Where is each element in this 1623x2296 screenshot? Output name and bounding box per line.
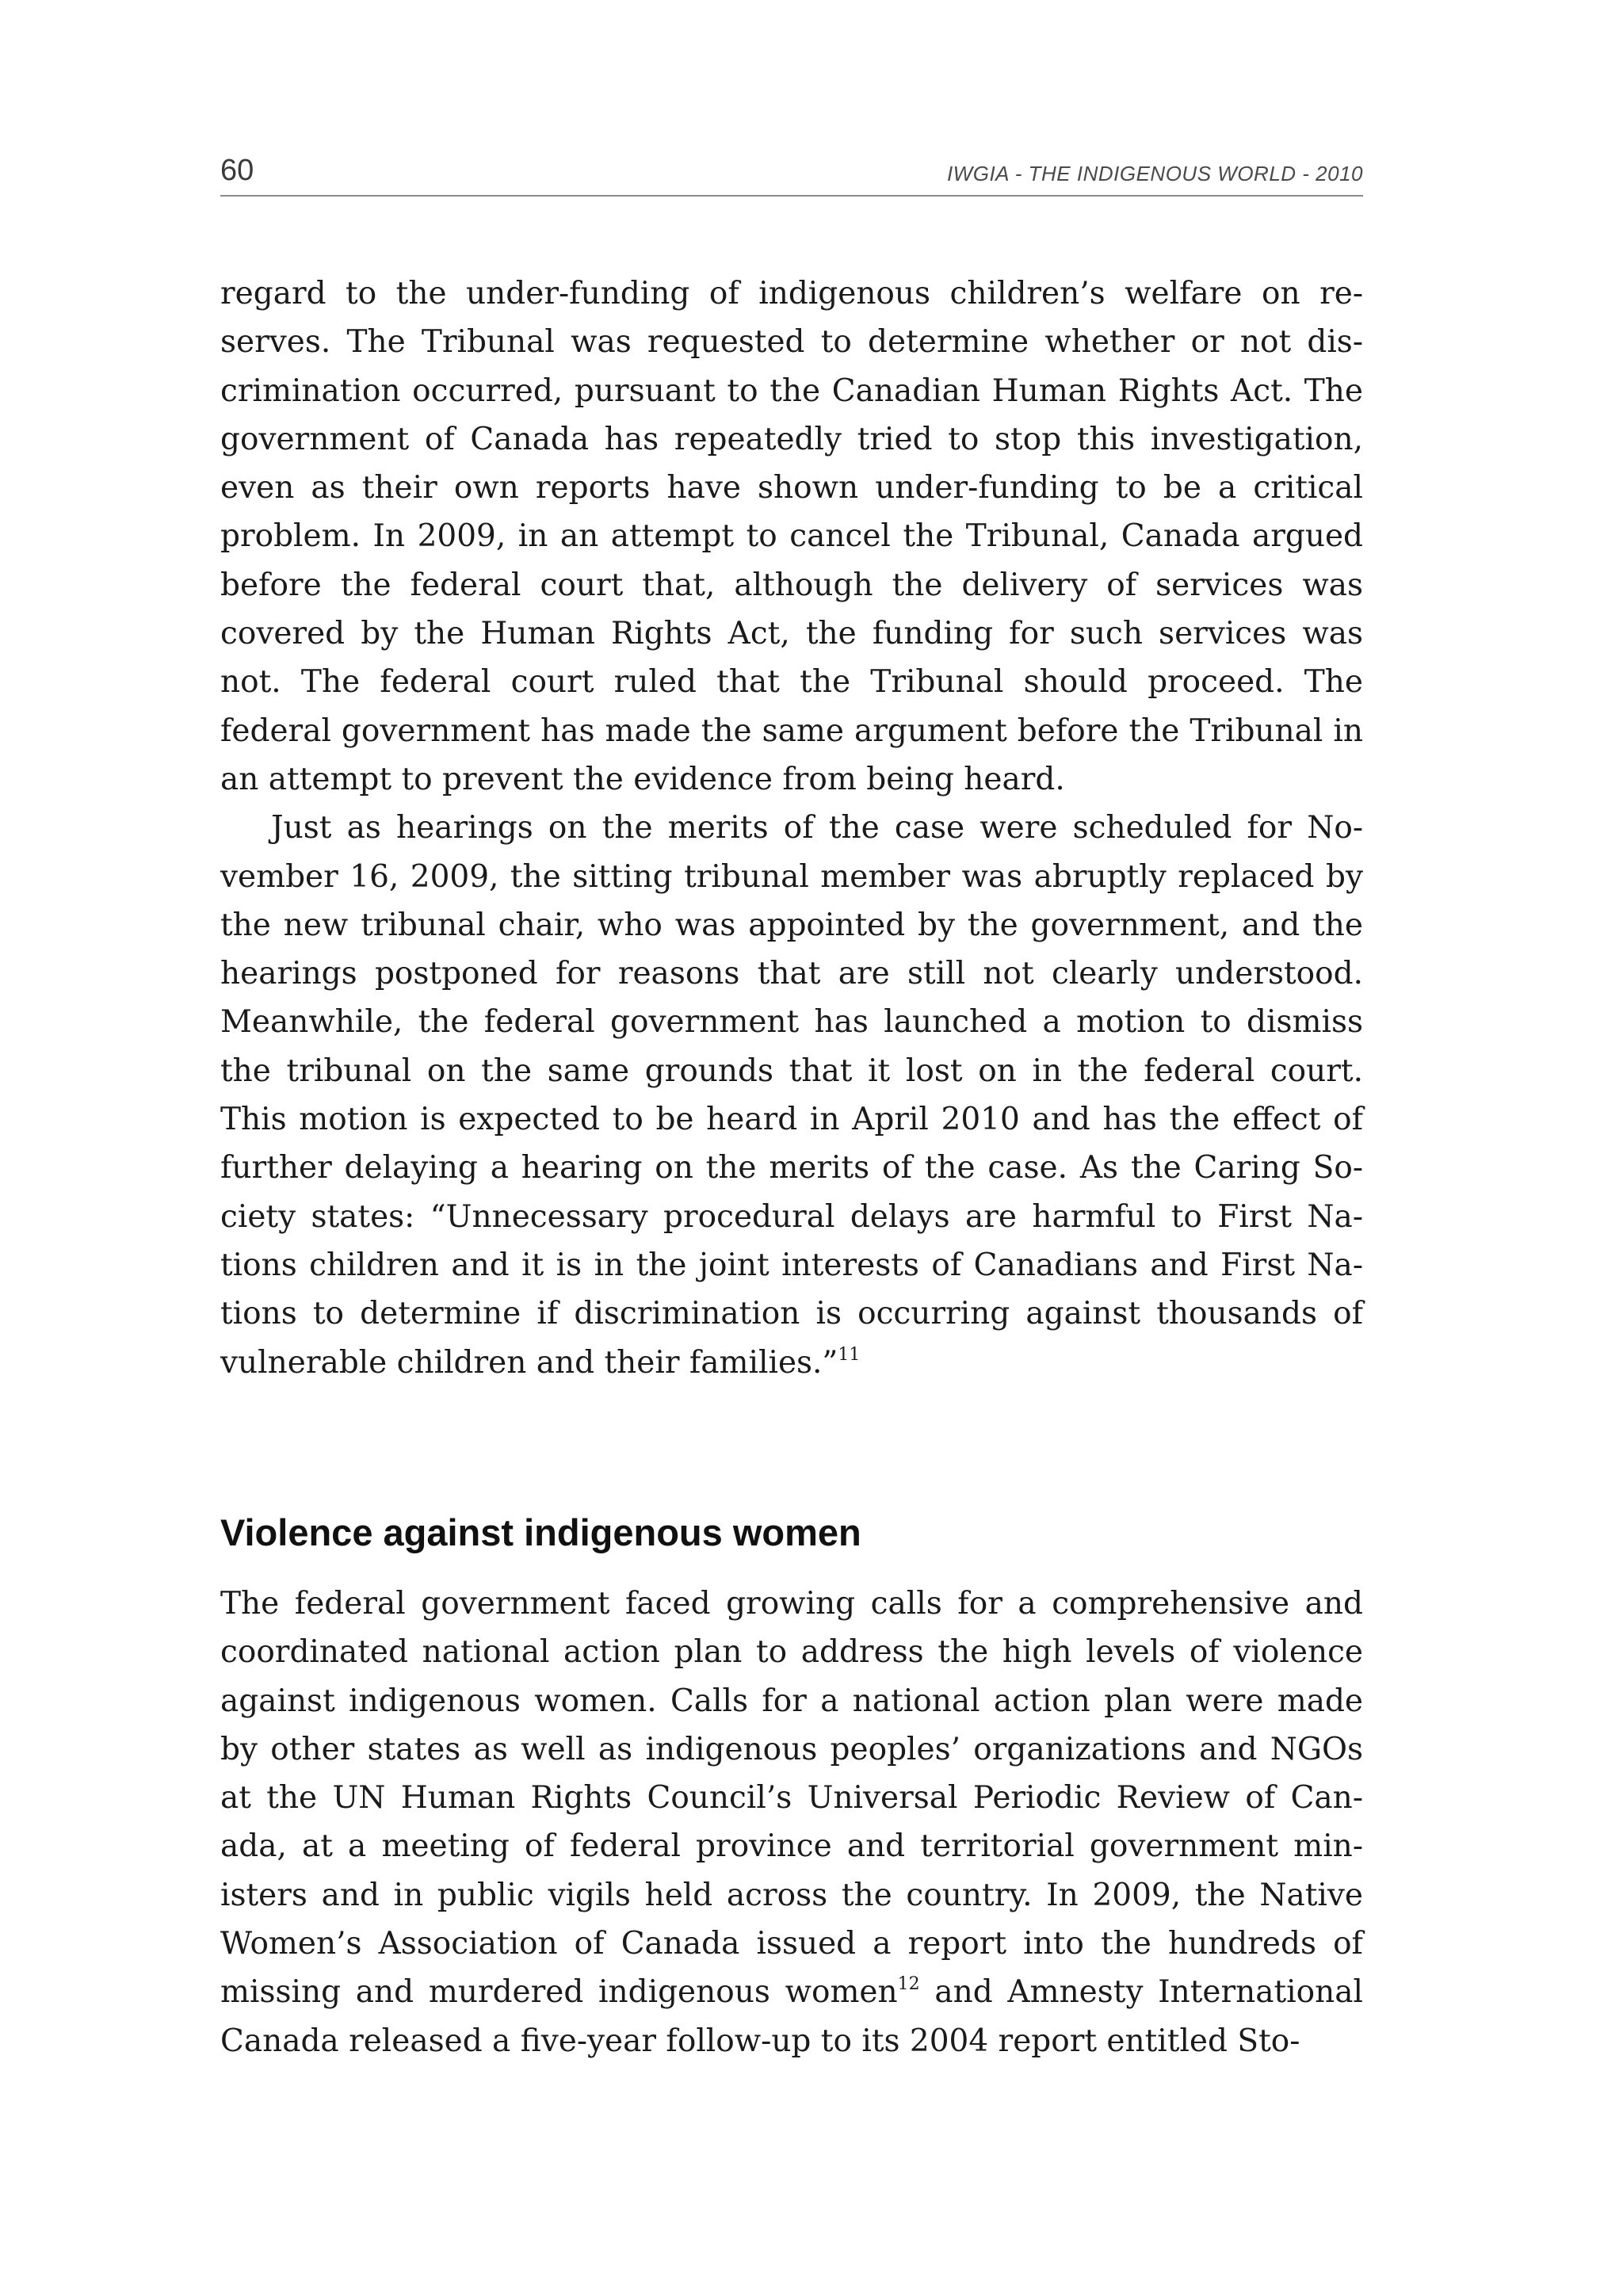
paragraph-text: regard to the under-funding of indigenous children’s welfare on reserves. The Tribunal was requested to determine whether or not discrimination occurred, pursuant to the Canadian Human Rights Act. The government of Canada has repeatedly tried to stop this investigation, even as their own reports have shown under-funding to be a critical problem. In 2009, in an attempt to cancel the Tribunal, Canada argued before the federal court that, although the delivery of services was covered by the Human Rights Act, the funding for such services was not. The federal court ruled that the Tribunal should proceed. The federal government has made the same argument before the Tribunal in an attempt to prevent the evidence from being heard. — [220, 276, 1363, 797]
paragraph-text: The federal government faced growing calls for a comprehensive and coordinated national action plan to address the high levels of violence against indigenous women. Calls for a national action plan were made by other states as well as indigenous peoples’ organizations and NGOs at the UN Human Rights Council’s Universal Periodic Review of Canada, at a meeting of federal province and territorial government ministers and in public vigils held across the country. In 2009, the Native Women’s Association of Canada issued a report into the hundreds of missing and murdered indigenous women — [220, 1586, 1363, 2011]
footnote-ref-11[interactable]: 11 — [838, 1344, 861, 1365]
paragraph-text: Just as hearings on the merits of the case were scheduled for November 16, 2009, the sitting tribunal member was abruptly replaced by the new tribunal chair, who was appointed by the government, and the hearings postponed for reasons that are still not clearly understood. Meanwhile, the federal government has launched a motion to dismiss the tribunal on the same grounds that it lost on in the federal court. This motion is expected to be heard in April 2010 and has the effect of further delaying a hearing on the merits of the case. As the Caring Society states: “Unnecessary procedural delays are harmful to First Nations children and it is in the joint interests of Canadians and First Nations to determine if discrimination is occurring against thousands of vulnerable children and their families.” — [220, 810, 1363, 1381]
section-violence-text — [220, 1580, 1363, 2065]
section-tribunal-text — [220, 269, 1363, 1387]
paragraph-hearings — [220, 804, 1363, 1387]
running-header — [220, 155, 1363, 197]
page-number: 60 — [220, 154, 254, 187]
section-heading-violence: Violence against indigenous women — [220, 1511, 861, 1553]
footnote-ref-12[interactable]: 12 — [897, 1974, 920, 1995]
paragraph-text-continued: and Amnesty International Canada released a five-year follow-up to its 2004 report entitled Sto- — [220, 1974, 1363, 2059]
paragraph-action-plan — [220, 1580, 1363, 2065]
running-title: IWGIA - THE INDIGENOUS WORLD - 2010 — [946, 162, 1363, 185]
paragraph-underfunding — [220, 269, 1363, 804]
